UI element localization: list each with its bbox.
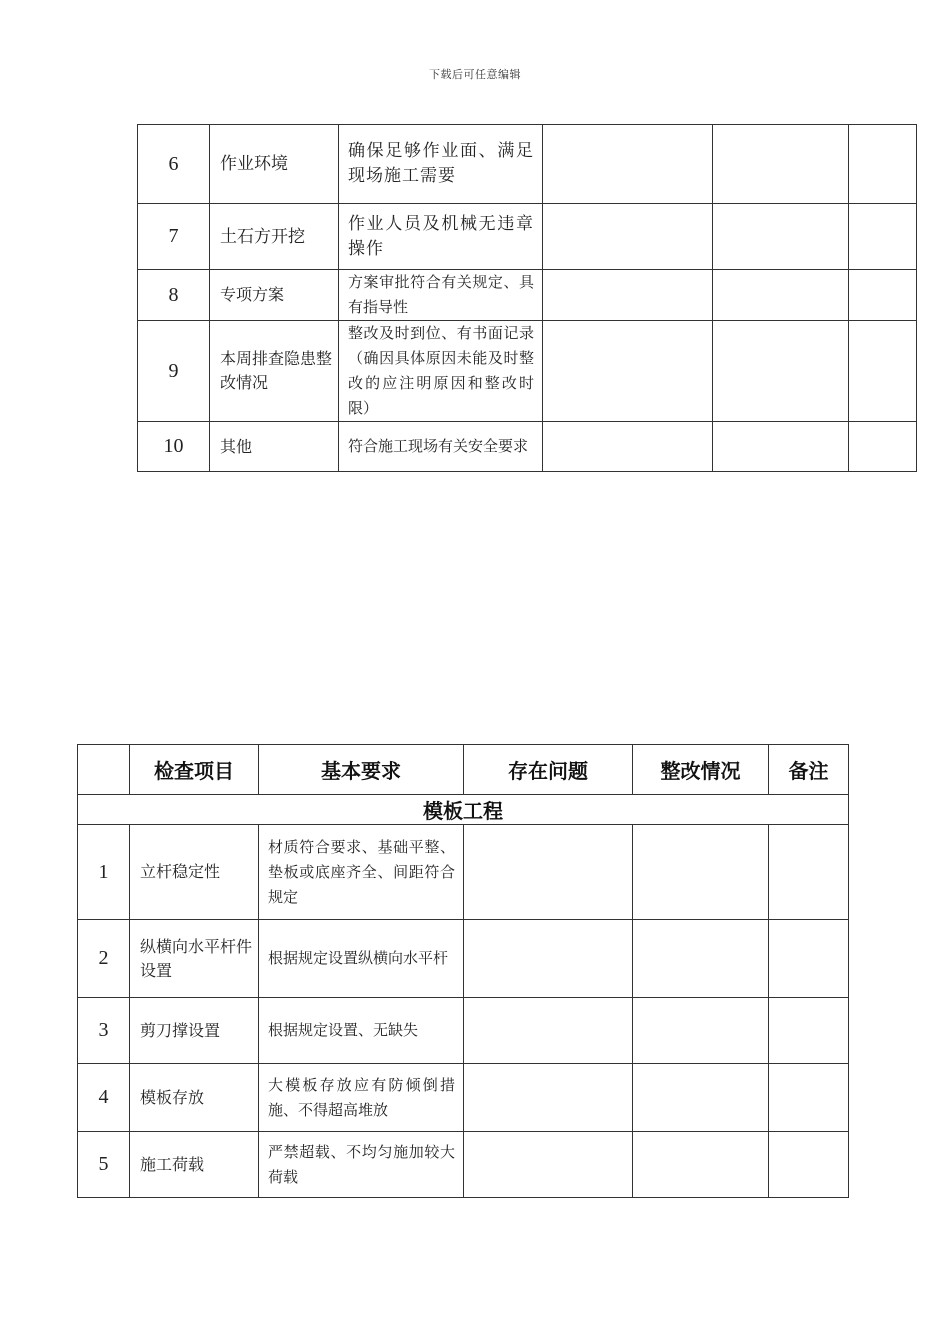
rectification-cell[interactable] (713, 204, 849, 270)
row-number: 5 (78, 1132, 130, 1198)
section-row (78, 795, 849, 825)
check-item: 其他 (210, 422, 339, 472)
remarks-cell[interactable] (849, 321, 917, 422)
remarks-cell[interactable] (769, 1132, 849, 1198)
table-row (78, 998, 849, 1064)
issues-cell[interactable] (543, 125, 713, 204)
row-number: 9 (138, 321, 210, 422)
rectification-cell[interactable] (633, 1064, 769, 1132)
issues-cell[interactable] (464, 1132, 633, 1198)
remarks-cell[interactable] (769, 920, 849, 998)
table-row (138, 125, 917, 204)
basic-requirement: 作业人员及机械无违章操作 (339, 204, 543, 270)
basic-requirement: 整改及时到位、有书面记录（确因具体原因未能及时整改的应注明原因和整改时限） (339, 321, 543, 422)
basic-requirement: 严禁超载、不均匀施加较大荷载 (259, 1132, 464, 1198)
column-header-rectification: 整改情况 (633, 745, 769, 795)
basic-requirement: 确保足够作业面、满足现场施工需要 (339, 125, 543, 204)
issues-cell[interactable] (464, 920, 633, 998)
rectification-cell[interactable] (713, 321, 849, 422)
basic-requirement: 根据规定设置纵横向水平杆 (259, 920, 464, 998)
row-number: 7 (138, 204, 210, 270)
issues-cell[interactable] (543, 204, 713, 270)
basic-requirement: 符合施工现场有关安全要求 (339, 422, 543, 472)
page-header-note: 下载后可任意编辑 (429, 68, 521, 81)
row-number: 4 (78, 1064, 130, 1132)
column-header-basic-requirement: 基本要求 (259, 745, 464, 795)
remarks-cell[interactable] (769, 825, 849, 920)
row-number: 3 (78, 998, 130, 1064)
remarks-cell[interactable] (849, 204, 917, 270)
basic-requirement: 材质符合要求、基础平整、垫板或底座齐全、间距符合规定 (259, 825, 464, 920)
header-row (78, 745, 849, 795)
issues-cell[interactable] (464, 825, 633, 920)
table-row (78, 920, 849, 998)
check-item: 本周排查隐患整改情况 (210, 321, 339, 422)
remarks-cell[interactable] (769, 998, 849, 1064)
remarks-cell[interactable] (769, 1064, 849, 1132)
rectification-cell[interactable] (633, 825, 769, 920)
column-header-issues: 存在问题 (464, 745, 633, 795)
row-number: 6 (138, 125, 210, 204)
table-row (138, 422, 917, 472)
issues-cell[interactable] (543, 422, 713, 472)
issues-cell[interactable] (464, 998, 633, 1064)
column-header (78, 745, 130, 795)
remarks-cell[interactable] (849, 125, 917, 204)
row-number: 10 (138, 422, 210, 472)
formwork-inspection-table (77, 744, 849, 1198)
basic-requirement: 方案审批符合有关规定、具有指导性 (339, 270, 543, 321)
section-title: 模板工程 (78, 795, 849, 825)
table-row (138, 321, 917, 422)
table-row (138, 270, 917, 321)
check-item: 土石方开挖 (210, 204, 339, 270)
rectification-cell[interactable] (633, 1132, 769, 1198)
rectification-cell[interactable] (633, 998, 769, 1064)
check-item: 专项方案 (210, 270, 339, 321)
row-number: 2 (78, 920, 130, 998)
issues-cell[interactable] (464, 1064, 633, 1132)
rectification-cell[interactable] (713, 422, 849, 472)
rectification-cell[interactable] (713, 125, 849, 204)
table-row (78, 825, 849, 920)
column-header-check-item: 检查项目 (130, 745, 259, 795)
rectification-cell[interactable] (633, 920, 769, 998)
basic-requirement: 根据规定设置、无缺失 (259, 998, 464, 1064)
check-item: 作业环境 (210, 125, 339, 204)
remarks-cell[interactable] (849, 270, 917, 321)
remarks-cell[interactable] (849, 422, 917, 472)
check-item: 施工荷载 (130, 1132, 259, 1198)
table-row (138, 204, 917, 270)
table-row (78, 1064, 849, 1132)
rectification-cell[interactable] (713, 270, 849, 321)
table-row (78, 1132, 849, 1198)
inspection-table-continued (137, 124, 917, 472)
check-item: 纵横向水平杆件设置 (130, 920, 259, 998)
check-item: 立杆稳定性 (130, 825, 259, 920)
issues-cell[interactable] (543, 321, 713, 422)
row-number: 1 (78, 825, 130, 920)
row-number: 8 (138, 270, 210, 321)
issues-cell[interactable] (543, 270, 713, 321)
check-item: 模板存放 (130, 1064, 259, 1132)
check-item: 剪刀撑设置 (130, 998, 259, 1064)
basic-requirement: 大模板存放应有防倾倒措施、不得超高堆放 (259, 1064, 464, 1132)
column-header-remarks: 备注 (769, 745, 849, 795)
